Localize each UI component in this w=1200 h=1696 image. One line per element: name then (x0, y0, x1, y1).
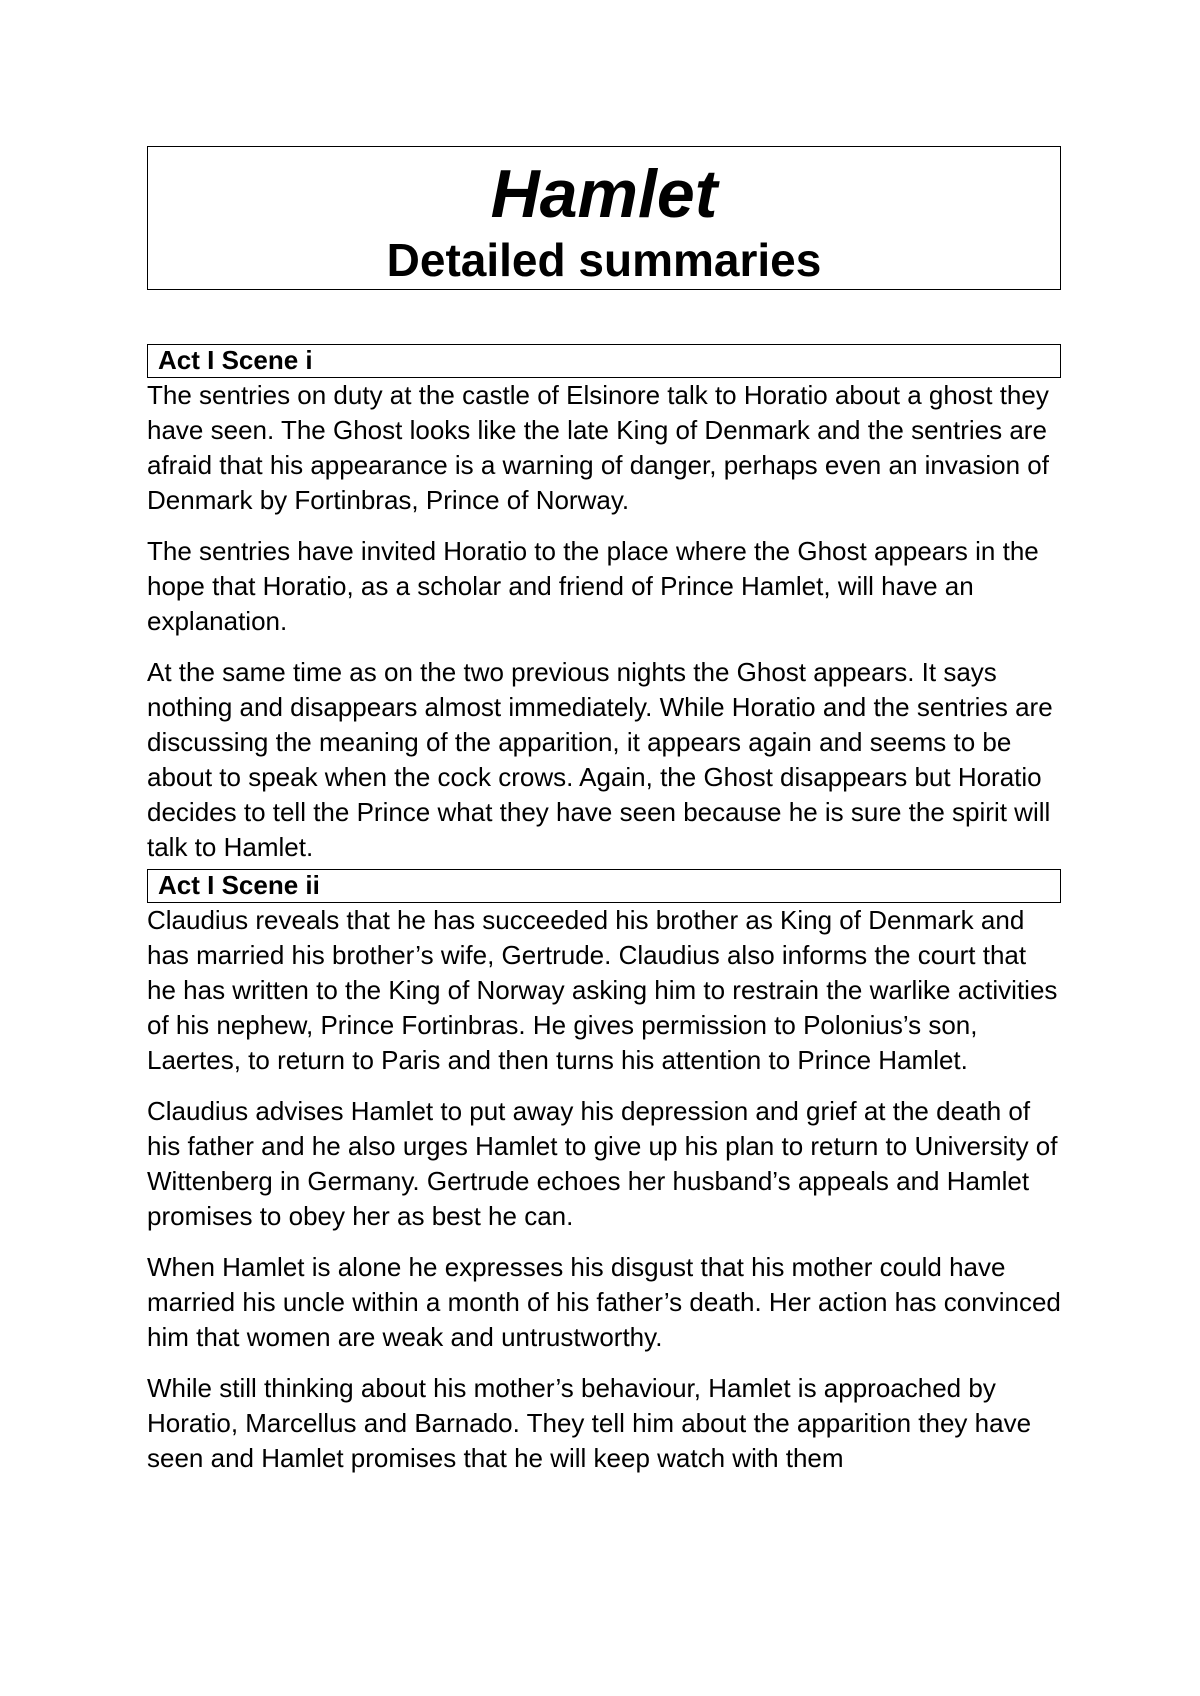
summary-paragraph: The sentries have invited Horatio to the place where the Ghost appears in the hope that Horatio, as a scholar and friend of Prince Hamlet, will have an explanation. (147, 536, 1039, 636)
summary-paragraph: The sentries on duty at the castle of Elsinore talk to Horatio about a ghost they have seen. The Ghost looks like the late King of Denmark and the sentries are afraid that his appearance is a warning of danger, perhaps even an invasion of Denmark by Fortinbras, Prince of Norway. (147, 380, 1049, 515)
title-box (147, 146, 1061, 290)
summary-paragraph: Claudius advises Hamlet to put away his depression and grief at the death of his father and he also urges Hamlet to give up his plan to return to University of Wittenberg in Germany. Gertrude echoes her husband’s appeals and Hamlet promises to obey her as best he can. (147, 1096, 1058, 1231)
summary-paragraph: While still thinking about his mother’s behaviour, Hamlet is approached by Horatio, Marcellus and Barnado. They tell him about the apparition they have seen and Hamlet promises that he will keep watch with them (147, 1373, 1032, 1473)
scene-heading: Act I Scene i (147, 344, 1061, 378)
summary-paragraph: Claudius reveals that he has succeeded his brother as King of Denmark and has married his brother’s wife, Gertrude. Claudius also informs the court that he has written to the King of Norway asking him to restrain the warlike activities of his nephew, Prince Fortinbras. He gives permission to Polonius’s son, Laertes, to return to Paris and then turns his attention to Prince Hamlet. (147, 905, 1058, 1075)
scene-section-act1-scene1 (147, 344, 1061, 865)
scene-section-act1-scene2 (147, 869, 1061, 1476)
document-title: Hamlet (490, 156, 718, 232)
summary-content (147, 344, 1061, 1492)
summary-paragraph: At the same time as on the two previous nights the Ghost appears. It says nothing and disappears almost immediately. While Horatio and the sentries are discussing the meaning of the apparition, it appears again and seems to be about to speak when the cock crows. Again, the Ghost disappears but Horatio decides to tell the Prince what they have seen because he is sure the spirit will talk to Hamlet. (147, 657, 1053, 862)
scene-heading: Act I Scene ii (147, 869, 1061, 903)
summary-paragraph: When Hamlet is alone he expresses his disgust that his mother could have married his uncle within a month of his father’s death. Her action has convinced him that women are weak and untrustworthy. (147, 1252, 1061, 1352)
document-subtitle: Detailed summaries (386, 234, 822, 286)
